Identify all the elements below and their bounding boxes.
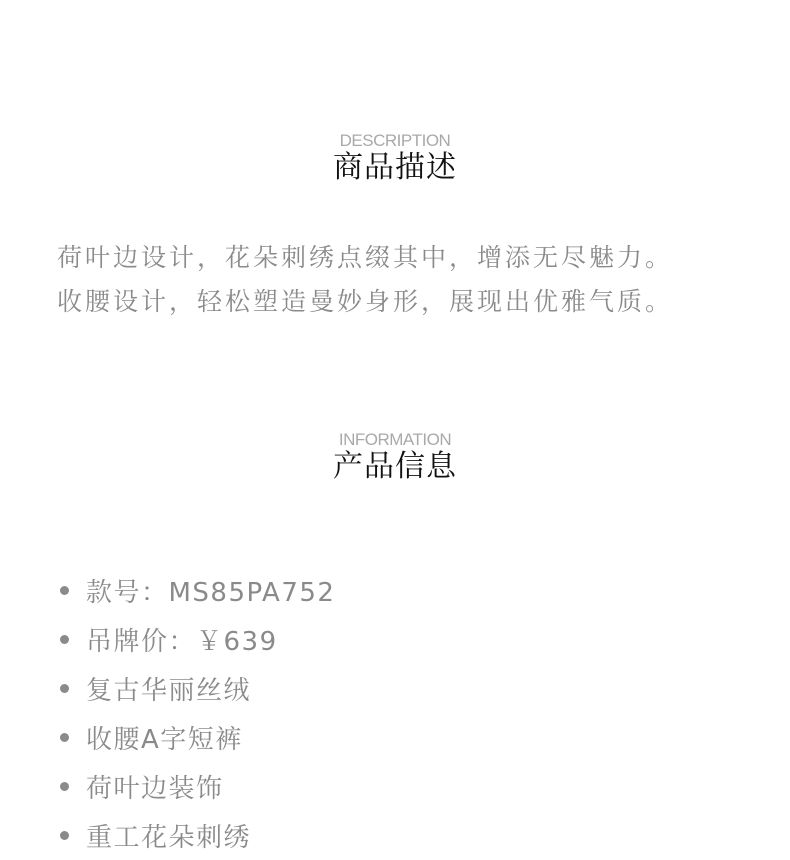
information-kicker: INFORMATION: [338, 430, 452, 449]
bullet-icon: [60, 782, 69, 791]
bullet-icon: [60, 684, 69, 693]
product-info-list: [60, 566, 335, 860]
bullet-icon: [60, 733, 69, 742]
description-title: 商品描述: [333, 150, 457, 185]
description-body: [57, 236, 757, 324]
bullet-icon: [60, 635, 69, 644]
info-item-material: [60, 664, 335, 713]
info-item-label: 款号：MS85PA752: [86, 578, 336, 608]
info-item-label: 重工花朵刺绣: [86, 823, 252, 853]
description-line: 收腰设计，轻松塑造曼妙身形，展现出优雅气质。: [57, 287, 674, 316]
info-item-cut: [60, 713, 335, 762]
information-header: [0, 430, 790, 484]
bullet-icon: [60, 831, 69, 840]
description-header: [0, 131, 790, 185]
description-line: 荷叶边设计，花朵刺绣点缀其中，增添无尽魅力。: [57, 243, 674, 272]
info-item-style-number: [60, 566, 335, 615]
information-title: 产品信息: [333, 449, 457, 484]
info-item-label: 复古华丽丝绒: [86, 676, 252, 706]
info-item-label: 荷叶边装饰: [86, 774, 224, 804]
info-item-embroidery: [60, 811, 335, 860]
info-item-trim: [60, 762, 335, 811]
bullet-icon: [60, 586, 69, 595]
info-item-label: 吊牌价：￥639: [86, 627, 278, 657]
info-item-tag-price: [60, 615, 335, 664]
description-kicker: DESCRIPTION: [339, 131, 451, 150]
info-item-label: 收腰A字短裤: [86, 725, 243, 755]
